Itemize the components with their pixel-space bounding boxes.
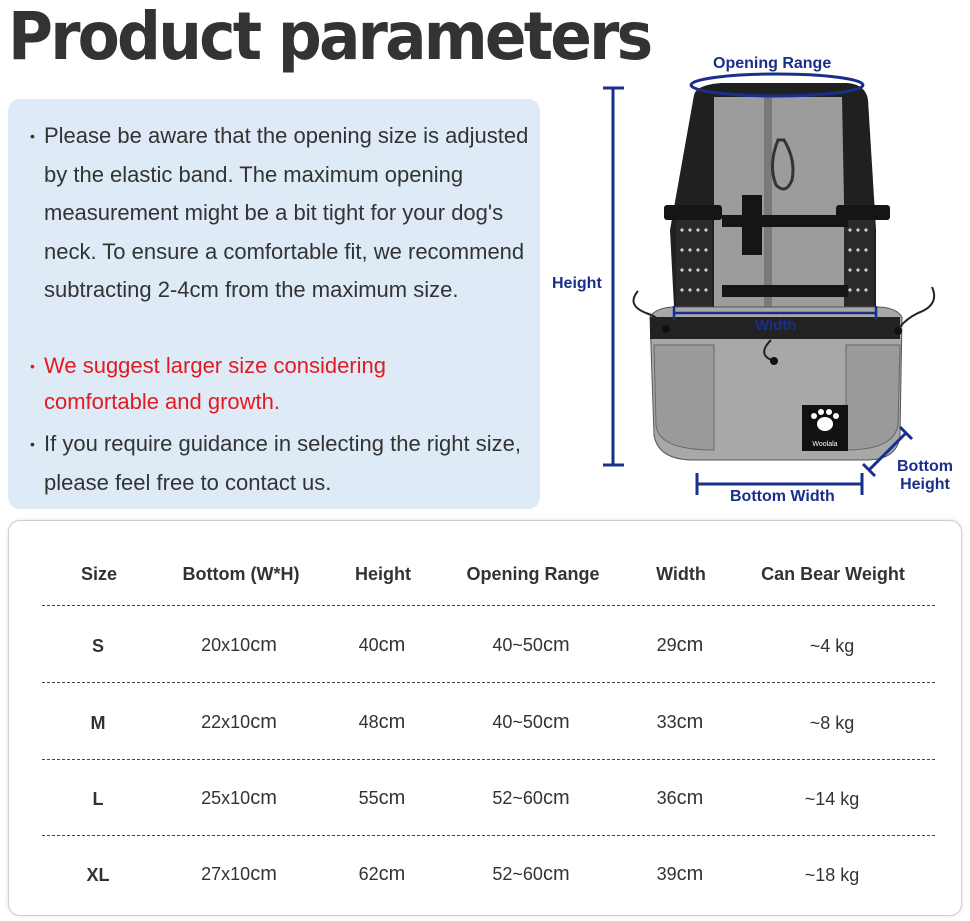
unit-label: cm [250, 863, 277, 885]
bottom-height-label-line1: Bottom [897, 458, 953, 475]
row-divider [42, 759, 935, 760]
cell-size: S [91, 636, 105, 656]
note-contact [30, 425, 540, 502]
cell-value: 62 [358, 864, 379, 884]
cell-height [359, 634, 406, 657]
row-divider [42, 605, 935, 606]
cell-bottom [201, 634, 277, 657]
cell-weight: ~14 kg [804, 789, 860, 809]
cell-height [359, 787, 406, 810]
header-bottom: Bottom (W*H) [182, 564, 300, 584]
unit-label: cm [542, 711, 570, 733]
cell-value: 40~50 [492, 712, 543, 732]
unit-label: cm [542, 634, 570, 656]
unit-label: cm [250, 711, 277, 733]
unit-label: cm [378, 634, 406, 656]
cell-value: 36 [656, 788, 677, 808]
brand-text: Woolala [812, 441, 838, 448]
cell-opening-range [492, 634, 569, 657]
cell-width [657, 711, 704, 734]
unit-label: cm [676, 787, 704, 809]
cell-value: 40~50 [492, 635, 543, 655]
unit-label: cm [378, 711, 406, 733]
cell-height [359, 863, 406, 886]
row-divider [42, 682, 935, 683]
note-text: If you require guidance in selecting the right size, please feel free to contact us. [44, 431, 521, 495]
cell-value: 33 [656, 712, 677, 732]
cell-value: 40 [358, 635, 379, 655]
header-size: Size [80, 564, 118, 584]
cell-height [359, 711, 406, 734]
notes-panel [8, 99, 540, 509]
size-table [8, 520, 962, 916]
cell-value: 52~60 [492, 788, 543, 808]
bullet-icon: • [30, 128, 35, 144]
bottom-height-label [897, 458, 953, 494]
unit-label: cm [542, 787, 570, 809]
height-dimension-line [603, 88, 624, 465]
cell-value: 48 [358, 712, 379, 732]
unit-label: cm [250, 787, 277, 809]
cell-value: 20x10 [201, 635, 251, 655]
cell-size: XL [86, 865, 110, 885]
backpack-illustration [546, 55, 970, 515]
cell-weight: ~4 kg [809, 636, 855, 656]
cell-opening-range [492, 863, 569, 886]
note-opening-size [30, 117, 540, 310]
cell-opening-range [492, 711, 569, 734]
product-diagram [546, 55, 970, 515]
header-opening-range: Opening Range [466, 564, 600, 584]
unit-label: cm [378, 863, 406, 885]
cell-width [657, 787, 704, 810]
cell-bottom [201, 863, 277, 886]
note-text: Please be aware that the opening size is adjusted by the elastic band. The maximum opening measurement might be a bit tight for your dog's neck. To ensure a comfortable fit, we recommend subtracting 2-4cm from the maximum size. [44, 123, 529, 302]
cell-bottom [201, 787, 277, 810]
cell-opening-range [492, 787, 569, 810]
cell-width [657, 863, 704, 886]
bottom-width-label: Bottom Width [730, 488, 835, 505]
header-height: Height [355, 564, 411, 584]
unit-label: cm [676, 863, 704, 885]
cell-weight: ~8 kg [809, 713, 855, 733]
header-can-bear-weight: Can Bear Weight [761, 564, 905, 584]
cell-value: 27x10 [201, 864, 251, 884]
header-width: Width [656, 564, 706, 584]
cell-value: 52~60 [492, 864, 543, 884]
cell-width [657, 634, 704, 657]
cell-value: 55 [358, 788, 379, 808]
cell-value: 39 [656, 864, 677, 884]
cell-value: 22x10 [201, 712, 251, 732]
unit-label: cm [542, 863, 570, 885]
cell-weight: ~18 kg [804, 865, 860, 885]
unit-label: cm [676, 711, 704, 733]
row-divider [42, 835, 935, 836]
note-larger-size [30, 348, 450, 420]
bullet-icon: • [30, 436, 35, 452]
height-label: Height [552, 275, 602, 292]
cell-size: M [90, 713, 106, 733]
cell-bottom [201, 711, 277, 734]
note-text: We suggest larger size considering comfortable and growth. [44, 353, 386, 414]
cell-value: 25x10 [201, 788, 251, 808]
opening-range-label: Opening Range [713, 55, 832, 72]
cell-value: 29 [656, 635, 677, 655]
page-title: Product parameters [8, 0, 651, 75]
unit-label: cm [250, 634, 277, 656]
unit-label: cm [676, 634, 704, 656]
bottom-height-label-line2: Height [900, 476, 950, 493]
cell-size: L [92, 789, 104, 809]
width-label: Width [755, 317, 797, 334]
unit-label: cm [378, 787, 406, 809]
bullet-icon: • [30, 358, 35, 374]
